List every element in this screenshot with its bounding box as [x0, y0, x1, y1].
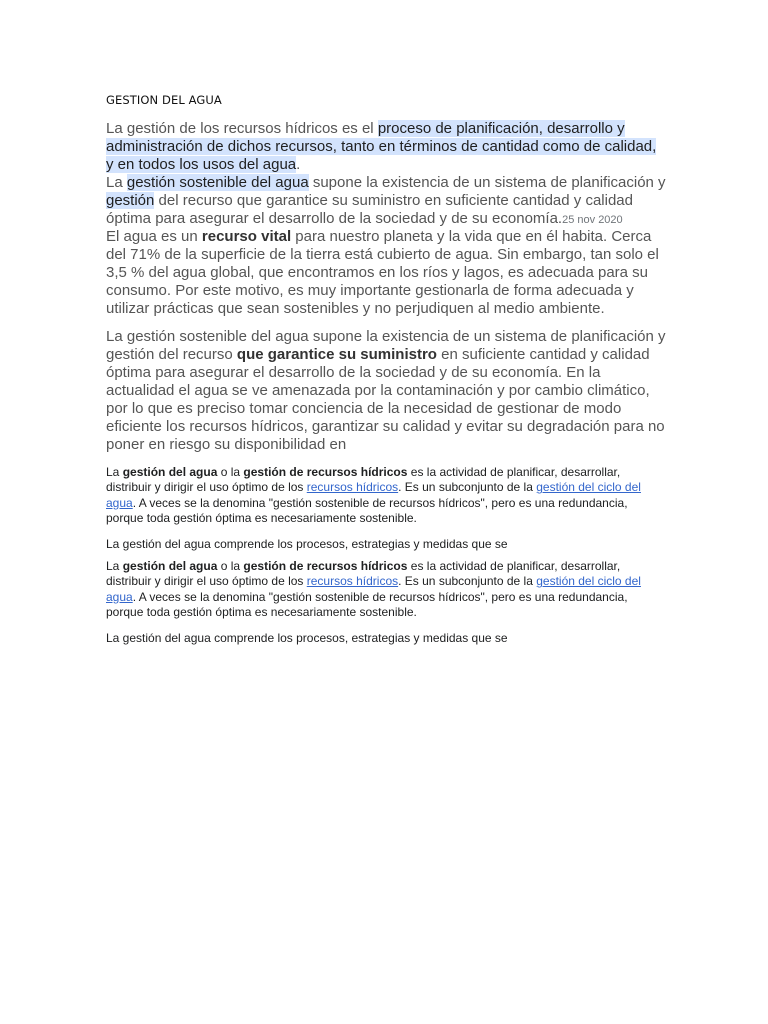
page-title: GESTION DEL AGUA: [106, 93, 222, 107]
paragraph-vital-resource: El agua es un recurso vital para nuestro planeta y la vida que en él habita. Cerca del 71% de la superficie de la tierra está cubierto de agua. Sin embargo, tan solo el 3,5 % del agua global, que encontramos en los ríos y lagos, es adecuada para su consumo. Por este motivo, es muy importante gestionarla de forma adecuada y utilizar prácticas que sean sostenibles y no perjudiquen al medio ambiente.: [106, 228, 659, 317]
wiki-followup-repeat: La gestión del agua comprende los procesos, estrategias y medidas que se: [106, 631, 508, 645]
bold-text: gestión de recursos hídricos: [243, 465, 408, 479]
link-gestion-ciclo-agua[interactable]: gestión del ciclo del agua: [106, 574, 641, 604]
bold-text: gestión del agua: [122, 465, 218, 479]
bold-text: gestión de recursos hídricos: [243, 559, 408, 573]
highlighted-text: gestión sostenible del agua: [126, 174, 309, 191]
snippet-date: 25 nov 2020: [562, 214, 623, 226]
link-recursos-hidricos[interactable]: recursos hídricos: [306, 480, 399, 495]
paragraph-sustainable: La gestión sostenible del agua supone la existencia de un sistema de planificación y gestión del recurso que garantice su suministro en suficiente cantidad y calidad óptima para asegurar el desarrollo de la sociedad y de su economía.25 nov 2020: [106, 174, 666, 227]
paragraph-definition: La gestión de los recursos hídricos es el proceso de planificación, desarrollo y administración de dichos recursos, tanto en términos de cantidad como de calidad, y en todos los usos del agua.: [106, 120, 657, 173]
link-gestion-ciclo-agua[interactable]: gestión del ciclo del agua: [106, 480, 641, 510]
bold-text: gestión del agua: [122, 559, 218, 573]
link-recursos-hidricos[interactable]: recursos hídricos: [306, 574, 399, 589]
highlighted-text: proceso de planificación, desarrollo y administración de dichos recursos, tanto en términos de cantidad como de calidad, y en todos los usos del agua: [106, 120, 657, 173]
wiki-followup: La gestión del agua comprende los procesos, estrategias y medidas que se: [106, 537, 508, 551]
bold-text: recurso vital: [201, 228, 292, 245]
highlighted-text: gestión: [106, 192, 155, 209]
bold-text: que garantice su suministro: [236, 346, 437, 363]
paragraph-sustainable-management: La gestión sostenible del agua supone la existencia de un sistema de planificación y gestión del recurso que garantice su suministro en suficiente cantidad y calidad óptima para asegurar el desarrollo de la sociedad y de su economía. En la actualidad el agua se ve amenazada por la contaminación y por cambio climático, por lo que es preciso tomar conciencia de la necesidad de gestionar de modo eficiente los recursos hídricos, garantizar su calidad y evitar su degradación para no poner en riesgo su disponibilidad en: [106, 328, 666, 453]
wiki-paragraph: La gestión del agua o la gestión de recursos hídricos es la actividad de planificar, desarrollar, distribuir y dirigir el uso óptimo de los recursos hídricos. Es un subconjunto de la gestión del ciclo del agua. A veces se la denomina "gestión sostenible de recursos hídricos", pero es una redundancia, porque toda gestión óptima es necesariamente sostenible.: [106, 465, 641, 526]
wiki-paragraph-repeat: La gestión del agua o la gestión de recursos hídricos es la actividad de planificar, desarrollar, distribuir y dirigir el uso óptimo de los recursos hídricos. Es un subconjunto de la gestión del ciclo del agua. A veces se la denomina "gestión sostenible de recursos hídricos", pero es una redundancia, porque toda gestión óptima es necesariamente sostenible.: [106, 559, 641, 620]
